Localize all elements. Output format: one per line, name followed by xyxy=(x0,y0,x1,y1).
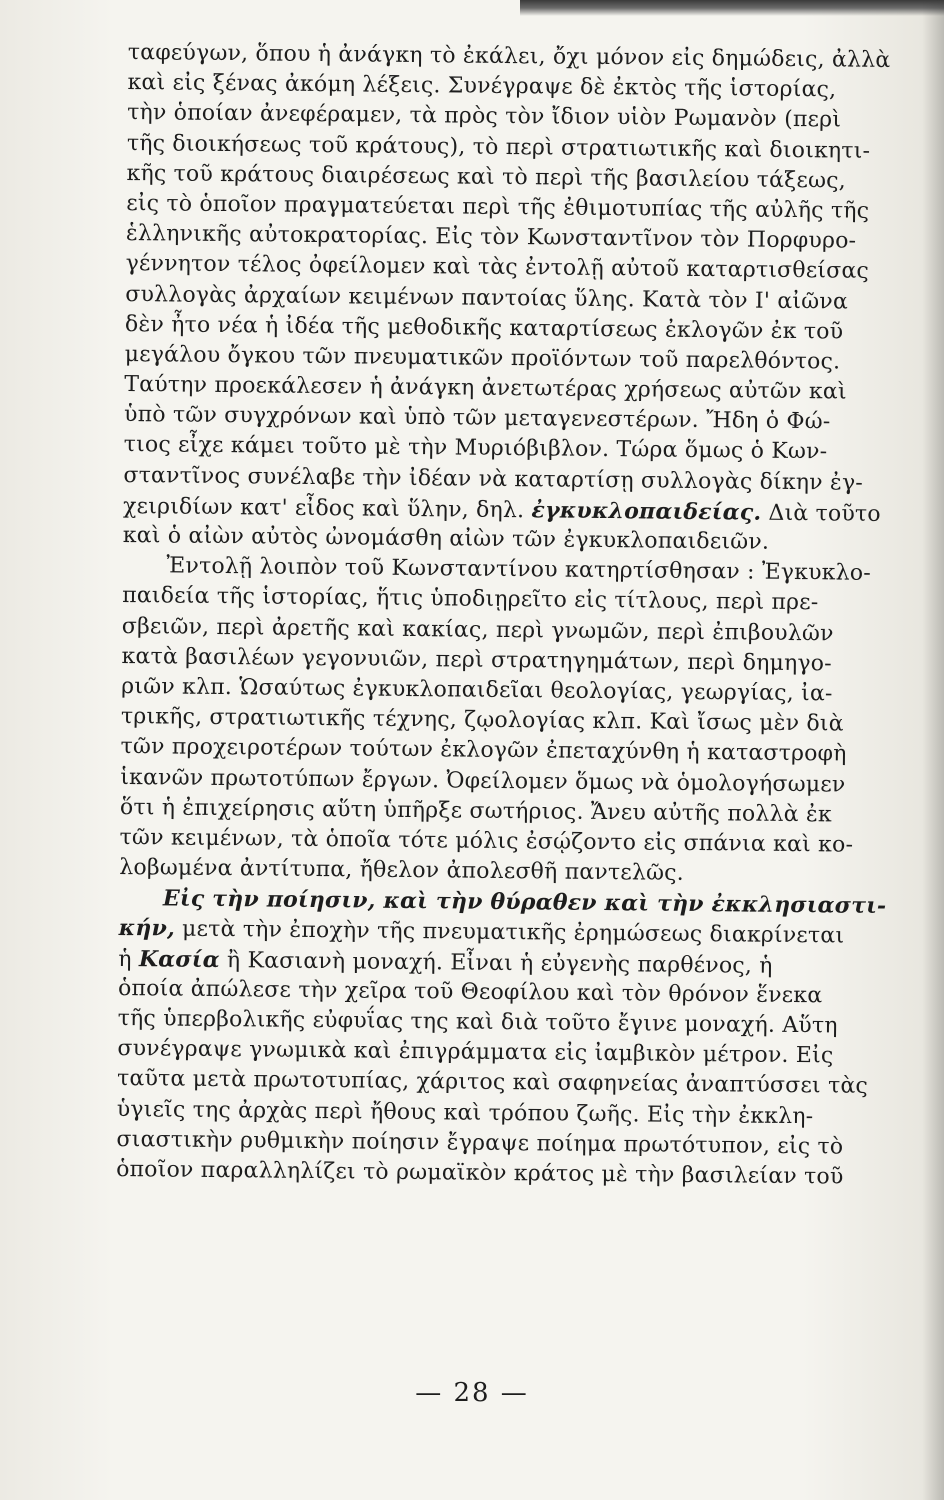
text-line: συλλογὰς ἀρχαίων κειμένων παντοίας ὕλης. Κατὰ τὸν Ι' αἰῶνα xyxy=(125,281,849,315)
text-line: ὁποῖον παραλληλίζει τὸ ρωμαϊκὸν κράτος μὲ τὴν βασιλείαν τοῦ xyxy=(116,1156,844,1190)
body-text xyxy=(116,38,891,1193)
text-line: τῶν προχειροτέρων τούτων ἐκλογῶν ἐπεταχύνθη ἡ καταστροφὴ xyxy=(120,734,847,767)
text-line: ταφεύγων, ὅπου ἡ ἀνάγκη τὸ ἐκάλει, ὄχι μόνον εἰς δημώδεις, ἀλλὰ xyxy=(127,39,891,73)
text-line: ἱκανῶν πρωτοτύπων ἔργων. Ὀφείλομεν ὅμως νὰ ὁμολογήσωμεν xyxy=(120,764,846,798)
emphasis-term: ἐγκυκλοπαιδείας. xyxy=(531,497,762,526)
page-number: — 28 — xyxy=(415,1378,529,1408)
text-line: Ἐντολῇ λοιπὸν τοῦ Κωνσταντίνου κατηρτίσθησαν : Ἐγκυκλο- xyxy=(166,553,872,586)
text-line: σταντῖνος συνέλαβε τὴν ἰδέαν νὰ καταρτίσῃ συλλογὰς δίκην ἐγ- xyxy=(123,462,864,496)
section-lead: κήν, xyxy=(118,915,176,942)
text-line: ὁποία ἀπώλεσε τὴν χεῖρα τοῦ Θεοφίλου καὶ τὸν θρόνον ἕνεκα xyxy=(117,975,823,1009)
text-line: τῆς διοικήσεως τοῦ κράτους), τὸ περὶ στρατιωτικῆς καὶ διοικητι- xyxy=(126,130,871,164)
text-line: παιδεία τῆς ἱστορίας, ἥτις ὑποδιῃρεῖτο εἰς τίτλους, περὶ πρε- xyxy=(122,583,819,616)
text-line: ὅτι ἡ ἐπιχείρησις αὕτη ὑπῆρξε σωτήριος. Ἄνευ αὐτῆς πολλὰ ἐκ xyxy=(119,794,833,828)
paragraph-1 xyxy=(122,38,891,559)
text-line: κατὰ βασιλέων γεγονυιῶν, περὶ στρατηγημάτων, περὶ δημηγο- xyxy=(121,643,832,677)
scan-shadow xyxy=(520,0,944,16)
text-line: ὑγιεῖς της ἀρχὰς περὶ ἤθους καὶ τρόπου ζωῆς. Εἰς τὴν ἐκκλη- xyxy=(116,1096,814,1129)
text-line: καὶ εἰς ξένας ἀκόμη λέξεις. Συνέγραψε δὲ ἐκτὸς τῆς ἱστορίας, xyxy=(127,70,837,103)
text-line: Ταύτην προεκάλεσεν ἡ ἀνάγκη ἀνετωτέρας χρήσεως αὐτῶν καὶ xyxy=(124,372,847,405)
text-line: τρικῆς, στρατιωτικῆς τέχνης, ζῳολογίας κλπ. Καὶ ἴσως μὲν διὰ xyxy=(120,704,844,737)
text-line: τῆς ὑπερβολικῆς εὐφυΐας της καὶ διὰ τοῦτο ἔγινε μοναχή. Αὕτη xyxy=(117,1005,838,1039)
emphasis-name: Κασία xyxy=(138,945,220,973)
section-lead: Εἰς τὴν ποίησιν, καὶ τὴν θύραθεν καὶ τὴν ἐκκλησιαστι- xyxy=(162,885,887,920)
text-line: κῆς τοῦ κράτους διαιρέσεως καὶ τὸ περὶ τῆς βασιλείου τάξεως, xyxy=(126,160,847,194)
text-line: τιος εἶχε κάμει τοῦτο μὲ τὴν Μυριόβιβλον. Τώρα ὅμως ὁ Κων- xyxy=(123,432,828,465)
text-segment: ἡ xyxy=(118,946,140,972)
page-edge xyxy=(922,0,944,1500)
text-line: ὑπὸ τῶν συγχρόνων καὶ ὑπὸ τῶν μεταγενεστέρων. Ἤδη ὁ Φώ- xyxy=(123,402,831,435)
paragraph-3 xyxy=(116,883,887,1193)
text-line: καὶ ὁ αἰὼν αὐτὸς ὠνομάσθη αἰὼν τῶν ἐγκυκλοπαιδειῶν. xyxy=(122,522,770,555)
text-segment: Διὰ τοῦτο xyxy=(761,500,881,527)
text-line: ταῦτα μετὰ πρωτοτυπίας, χάριτος καὶ σαφηνείας ἀναπτύσσει τὰς xyxy=(116,1066,869,1100)
text-line: δὲν ἦτο νέα ἡ ἰδέα τῆς μεθοδικῆς καταρτίσεως ἐκλογῶν ἐκ τοῦ xyxy=(124,311,844,345)
text-segment: μετὰ τὴν ἐποχὴν τῆς πνευματικῆς ἐρημώσεως διακρίνεται xyxy=(174,916,845,949)
text-line: τῶν κειμένων, τὰ ὁποῖα τότε μόλις ἐσῴζοντο εἰς σπάνια καὶ κο- xyxy=(119,824,854,858)
text-line: μεγάλου ὄγκου τῶν πνευματικῶν προϊόντων τοῦ παρελθόντος. xyxy=(124,341,841,375)
text-line: λοβωμένα ἀντίτυπα, ἤθελον ἀπολεσθῆ παντελῶς. xyxy=(119,855,685,886)
text-line: σιαστικὴν ρυθμικὴν ποίησιν ἔγραψε ποίημα πρωτότυπον, εἰς τὸ xyxy=(116,1126,844,1160)
text-line: ριῶν κλπ. Ὡσαύτως ἐγκυκλοπαιδεῖαι θεολογίας, γεωργίας, ἰα- xyxy=(121,673,833,707)
text-segment: ἢ Κασιανὴ μοναχή. Εἶναι ἡ εὐγενὴς παρθένος, ἡ xyxy=(219,947,773,979)
text-line: γέννητον τέλος ὀφείλομεν καὶ τὰς ἐντολῇ αὐτοῦ καταρτισθείσας xyxy=(125,251,870,285)
text-line: συνέγραψε γνωμικὰ καὶ ἐπιγράμματα εἰς ἰαμβικὸν μέτρον. Εἰς xyxy=(117,1036,834,1069)
text-line: ἑλληνικῆς αὐτοκρατορίας. Εἰς τὸν Κωνσταντῖνον τὸν Πορφυρο- xyxy=(125,221,857,254)
text-line: τὴν ὁποίαν ἀνεφέραμεν, τὰ πρὸς τὸν ἴδιον υἱὸν Ρωμανὸν (περὶ xyxy=(127,100,842,133)
text-line: σβειῶν, περὶ ἀρετῆς καὶ κακίας, περὶ γνωμῶν, περὶ ἐπιβουλῶν xyxy=(121,613,834,646)
paragraph-2 xyxy=(119,551,882,891)
text-line: εἰς τὸ ὁποῖον πραγματεύεται περὶ τῆς ἐθιμοτυπίας τῆς αὐλῆς τῆς xyxy=(126,190,870,224)
text-segment: χειριδίων κατ' εἶδος καὶ ὕλην, δηλ. xyxy=(122,493,532,524)
